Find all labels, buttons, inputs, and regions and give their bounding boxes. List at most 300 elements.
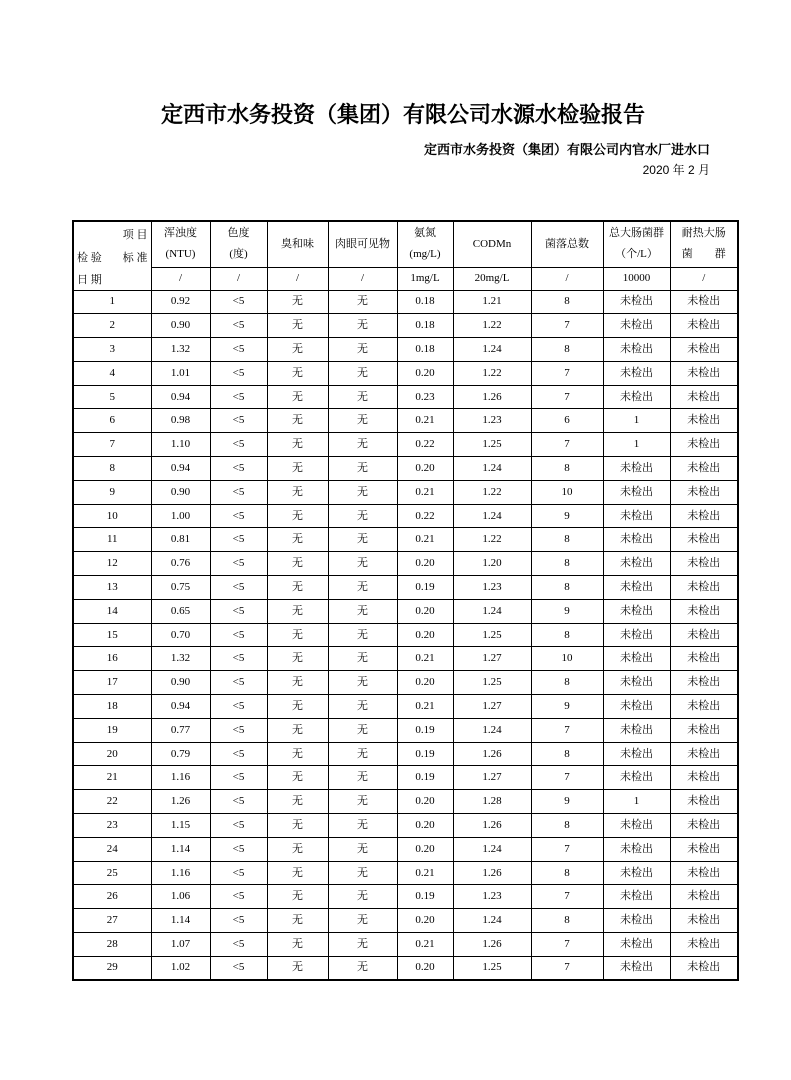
cell-visible-matter: 无 [328, 695, 397, 719]
cell-color: <5 [210, 409, 267, 433]
cell-day: 8 [73, 457, 151, 481]
cell-ammonia-nitrogen: 0.22 [397, 433, 453, 457]
cell-odor-taste: 无 [267, 861, 328, 885]
cell-turbidity: 1.32 [151, 647, 210, 671]
cell-ammonia-nitrogen: 0.21 [397, 528, 453, 552]
cell-day: 15 [73, 623, 151, 647]
cell-color: <5 [210, 671, 267, 695]
cell-turbidity: 1.00 [151, 504, 210, 528]
cell-thermotolerant-coliform: 未检出 [670, 742, 738, 766]
cell-visible-matter: 无 [328, 528, 397, 552]
cell-visible-matter: 无 [328, 314, 397, 338]
cell-colony-count: 7 [531, 433, 603, 457]
table-row [73, 623, 738, 647]
cell-codmn: 1.24 [453, 504, 531, 528]
cell-color: <5 [210, 314, 267, 338]
cell-color: <5 [210, 385, 267, 409]
cell-turbidity: 1.07 [151, 933, 210, 957]
cell-colony-count: 7 [531, 837, 603, 861]
cell-odor-taste: 无 [267, 338, 328, 362]
cell-codmn: 1.22 [453, 528, 531, 552]
column-header-line: 肉眼可见物 [335, 237, 390, 250]
cell-colony-count: 8 [531, 742, 603, 766]
cell-turbidity: 1.02 [151, 956, 210, 980]
cell-ammonia-nitrogen: 0.19 [397, 766, 453, 790]
table-row [73, 790, 738, 814]
cell-thermotolerant-coliform: 未检出 [670, 338, 738, 362]
table-row [73, 385, 738, 409]
table-row [73, 956, 738, 980]
cell-day: 23 [73, 814, 151, 838]
standard-row [73, 267, 738, 290]
cell-odor-taste: 无 [267, 361, 328, 385]
cell-colony-count: 9 [531, 790, 603, 814]
cell-codmn: 1.23 [453, 409, 531, 433]
cell-total-coliform: 未检出 [603, 885, 670, 909]
column-header-line: 菌 群 [681, 248, 726, 261]
cell-thermotolerant-coliform: 未检出 [670, 718, 738, 742]
cell-day: 3 [73, 338, 151, 362]
cell-visible-matter: 无 [328, 647, 397, 671]
cell-ammonia-nitrogen: 0.20 [397, 671, 453, 695]
column-header-line: (度) [229, 248, 248, 261]
cell-turbidity: 0.81 [151, 528, 210, 552]
cell-thermotolerant-coliform: 未检出 [670, 528, 738, 552]
cell-total-coliform: 未检出 [603, 718, 670, 742]
cell-turbidity: 1.10 [151, 433, 210, 457]
cell-day: 26 [73, 885, 151, 909]
cell-turbidity: 1.14 [151, 837, 210, 861]
cell-codmn: 1.24 [453, 338, 531, 362]
cell-turbidity: 1.16 [151, 766, 210, 790]
cell-color: <5 [210, 885, 267, 909]
cell-day: 22 [73, 790, 151, 814]
table-row [73, 409, 738, 433]
cell-day: 16 [73, 647, 151, 671]
cell-visible-matter: 无 [328, 385, 397, 409]
sampling-location: 定西市水务投资（集团）有限公司内官水厂进水口 [423, 142, 710, 157]
cell-day: 21 [73, 766, 151, 790]
cell-color: <5 [210, 504, 267, 528]
cell-odor-taste: 无 [267, 909, 328, 933]
cell-codmn: 1.24 [453, 837, 531, 861]
cell-colony-count: 6 [531, 409, 603, 433]
cell-visible-matter: 无 [328, 504, 397, 528]
cell-colony-count: 9 [531, 504, 603, 528]
cell-total-coliform: 未检出 [603, 956, 670, 980]
cell-codmn: 1.24 [453, 718, 531, 742]
cell-codmn: 1.20 [453, 552, 531, 576]
cell-ammonia-nitrogen: 0.20 [397, 814, 453, 838]
cell-turbidity: 0.92 [151, 290, 210, 314]
cell-odor-taste: 无 [267, 623, 328, 647]
standard-total-coliform: 10000 [603, 267, 670, 290]
corner-header-cell [73, 221, 151, 290]
water-quality-table [72, 220, 739, 981]
cell-visible-matter: 无 [328, 909, 397, 933]
cell-odor-taste: 无 [267, 885, 328, 909]
column-header-line: 浑浊度 [164, 227, 197, 240]
cell-color: <5 [210, 695, 267, 719]
column-header-line: 总大肠菌群 [609, 227, 664, 240]
cell-ammonia-nitrogen: 0.20 [397, 909, 453, 933]
cell-colony-count: 8 [531, 290, 603, 314]
cell-day: 20 [73, 742, 151, 766]
table-row [73, 909, 738, 933]
cell-thermotolerant-coliform: 未检出 [670, 790, 738, 814]
cell-visible-matter: 无 [328, 361, 397, 385]
cell-total-coliform: 1 [603, 790, 670, 814]
cell-ammonia-nitrogen: 0.18 [397, 338, 453, 362]
cell-turbidity: 1.01 [151, 361, 210, 385]
cell-color: <5 [210, 480, 267, 504]
cell-color: <5 [210, 290, 267, 314]
cell-odor-taste: 无 [267, 790, 328, 814]
cell-codmn: 1.28 [453, 790, 531, 814]
standard-visible-matter: / [328, 267, 397, 290]
cell-color: <5 [210, 790, 267, 814]
cell-total-coliform: 未检出 [603, 933, 670, 957]
cell-visible-matter: 无 [328, 790, 397, 814]
cell-turbidity: 0.70 [151, 623, 210, 647]
cell-day: 9 [73, 480, 151, 504]
cell-total-coliform: 未检出 [603, 742, 670, 766]
cell-colony-count: 7 [531, 766, 603, 790]
cell-thermotolerant-coliform: 未检出 [670, 576, 738, 600]
cell-total-coliform: 未检出 [603, 766, 670, 790]
cell-visible-matter: 无 [328, 956, 397, 980]
cell-colony-count: 8 [531, 814, 603, 838]
cell-total-coliform: 未检出 [603, 457, 670, 481]
cell-color: <5 [210, 361, 267, 385]
cell-total-coliform: 未检出 [603, 909, 670, 933]
cell-turbidity: 1.06 [151, 885, 210, 909]
cell-day: 17 [73, 671, 151, 695]
cell-ammonia-nitrogen: 0.23 [397, 385, 453, 409]
cell-turbidity: 0.90 [151, 314, 210, 338]
cell-colony-count: 7 [531, 956, 603, 980]
report-title: 定西市水务投资（集团）有限公司水源水检验报告 [160, 102, 645, 127]
column-header-line: 氨氮 [414, 227, 436, 240]
cell-day: 11 [73, 528, 151, 552]
cell-visible-matter: 无 [328, 671, 397, 695]
cell-day: 5 [73, 385, 151, 409]
cell-total-coliform: 未检出 [603, 385, 670, 409]
cell-codmn: 1.26 [453, 861, 531, 885]
cell-colony-count: 7 [531, 718, 603, 742]
cell-total-coliform: 未检出 [603, 814, 670, 838]
cell-turbidity: 0.98 [151, 409, 210, 433]
cell-turbidity: 1.32 [151, 338, 210, 362]
cell-ammonia-nitrogen: 0.20 [397, 552, 453, 576]
cell-codmn: 1.26 [453, 385, 531, 409]
cell-odor-taste: 无 [267, 814, 328, 838]
cell-odor-taste: 无 [267, 552, 328, 576]
cell-total-coliform: 未检出 [603, 671, 670, 695]
cell-day: 10 [73, 504, 151, 528]
cell-odor-taste: 无 [267, 314, 328, 338]
cell-thermotolerant-coliform: 未检出 [670, 671, 738, 695]
cell-day: 13 [73, 576, 151, 600]
cell-visible-matter: 无 [328, 933, 397, 957]
column-header-ammonia-nitrogen [397, 221, 453, 267]
cell-odor-taste: 无 [267, 742, 328, 766]
table-row [73, 718, 738, 742]
cell-codmn: 1.27 [453, 695, 531, 719]
cell-thermotolerant-coliform: 未检出 [670, 647, 738, 671]
cell-day: 14 [73, 599, 151, 623]
cell-visible-matter: 无 [328, 576, 397, 600]
cell-total-coliform: 未检出 [603, 623, 670, 647]
cell-odor-taste: 无 [267, 504, 328, 528]
cell-odor-taste: 无 [267, 480, 328, 504]
cell-codmn: 1.24 [453, 599, 531, 623]
column-header-color [210, 221, 267, 267]
corner-label-date: 日 期 [77, 274, 102, 286]
cell-day: 19 [73, 718, 151, 742]
cell-total-coliform: 未检出 [603, 290, 670, 314]
cell-thermotolerant-coliform: 未检出 [670, 695, 738, 719]
cell-color: <5 [210, 433, 267, 457]
cell-odor-taste: 无 [267, 933, 328, 957]
table-row [73, 766, 738, 790]
table-row [73, 742, 738, 766]
cell-visible-matter: 无 [328, 861, 397, 885]
cell-thermotolerant-coliform: 未检出 [670, 837, 738, 861]
table-body [73, 221, 738, 980]
cell-color: <5 [210, 933, 267, 957]
cell-thermotolerant-coliform: 未检出 [670, 409, 738, 433]
cell-visible-matter: 无 [328, 742, 397, 766]
cell-colony-count: 8 [531, 552, 603, 576]
cell-color: <5 [210, 766, 267, 790]
cell-odor-taste: 无 [267, 599, 328, 623]
cell-day: 1 [73, 290, 151, 314]
cell-visible-matter: 无 [328, 885, 397, 909]
table-row [73, 528, 738, 552]
cell-total-coliform: 未检出 [603, 647, 670, 671]
cell-colony-count: 8 [531, 576, 603, 600]
cell-ammonia-nitrogen: 0.21 [397, 933, 453, 957]
standard-ammonia-nitrogen: 1mg/L [397, 267, 453, 290]
cell-turbidity: 0.79 [151, 742, 210, 766]
cell-total-coliform: 未检出 [603, 599, 670, 623]
cell-total-coliform: 未检出 [603, 504, 670, 528]
table-row [73, 599, 738, 623]
cell-odor-taste: 无 [267, 433, 328, 457]
cell-turbidity: 0.90 [151, 671, 210, 695]
cell-ammonia-nitrogen: 0.20 [397, 457, 453, 481]
cell-visible-matter: 无 [328, 718, 397, 742]
cell-odor-taste: 无 [267, 695, 328, 719]
cell-color: <5 [210, 861, 267, 885]
cell-thermotolerant-coliform: 未检出 [670, 314, 738, 338]
cell-colony-count: 10 [531, 647, 603, 671]
cell-thermotolerant-coliform: 未检出 [670, 599, 738, 623]
cell-colony-count: 10 [531, 480, 603, 504]
cell-turbidity: 1.26 [151, 790, 210, 814]
cell-ammonia-nitrogen: 0.18 [397, 290, 453, 314]
cell-ammonia-nitrogen: 0.20 [397, 623, 453, 647]
cell-thermotolerant-coliform: 未检出 [670, 933, 738, 957]
cell-visible-matter: 无 [328, 599, 397, 623]
cell-colony-count: 9 [531, 599, 603, 623]
cell-visible-matter: 无 [328, 480, 397, 504]
table-row [73, 480, 738, 504]
cell-day: 12 [73, 552, 151, 576]
column-header-line: (mg/L) [409, 248, 441, 261]
cell-codmn: 1.25 [453, 956, 531, 980]
cell-odor-taste: 无 [267, 290, 328, 314]
cell-color: <5 [210, 528, 267, 552]
cell-turbidity: 0.94 [151, 695, 210, 719]
cell-total-coliform: 未检出 [603, 861, 670, 885]
table-row [73, 314, 738, 338]
cell-codmn: 1.26 [453, 933, 531, 957]
column-header-line: 耐热大肠 [681, 227, 726, 240]
cell-colony-count: 7 [531, 314, 603, 338]
cell-day: 2 [73, 314, 151, 338]
cell-day: 29 [73, 956, 151, 980]
cell-ammonia-nitrogen: 0.19 [397, 885, 453, 909]
cell-colony-count: 7 [531, 361, 603, 385]
column-header-visible-matter [328, 221, 397, 267]
cell-odor-taste: 无 [267, 837, 328, 861]
corner-label-test: 检 验 [77, 252, 102, 264]
cell-day: 6 [73, 409, 151, 433]
cell-thermotolerant-coliform: 未检出 [670, 385, 738, 409]
cell-odor-taste: 无 [267, 718, 328, 742]
cell-colony-count: 8 [531, 861, 603, 885]
cell-total-coliform: 未检出 [603, 695, 670, 719]
cell-day: 27 [73, 909, 151, 933]
column-header-codmn [453, 221, 531, 267]
cell-ammonia-nitrogen: 0.20 [397, 599, 453, 623]
cell-thermotolerant-coliform: 未检出 [670, 552, 738, 576]
cell-codmn: 1.27 [453, 766, 531, 790]
column-header-line: CODMn [472, 237, 512, 250]
cell-odor-taste: 无 [267, 528, 328, 552]
column-header-line: 色度 [227, 227, 250, 240]
cell-codmn: 1.21 [453, 290, 531, 314]
cell-codmn: 1.22 [453, 314, 531, 338]
cell-ammonia-nitrogen: 0.19 [397, 742, 453, 766]
table-row [73, 338, 738, 362]
cell-ammonia-nitrogen: 0.21 [397, 480, 453, 504]
cell-ammonia-nitrogen: 0.21 [397, 695, 453, 719]
cell-thermotolerant-coliform: 未检出 [670, 480, 738, 504]
cell-ammonia-nitrogen: 0.22 [397, 504, 453, 528]
table-row [73, 290, 738, 314]
cell-day: 24 [73, 837, 151, 861]
cell-colony-count: 8 [531, 623, 603, 647]
cell-odor-taste: 无 [267, 647, 328, 671]
table-row [73, 861, 738, 885]
cell-ammonia-nitrogen: 0.19 [397, 718, 453, 742]
cell-visible-matter: 无 [328, 409, 397, 433]
cell-odor-taste: 无 [267, 457, 328, 481]
cell-color: <5 [210, 623, 267, 647]
cell-thermotolerant-coliform: 未检出 [670, 814, 738, 838]
cell-color: <5 [210, 338, 267, 362]
cell-total-coliform: 未检出 [603, 314, 670, 338]
column-header-turbidity [151, 221, 210, 267]
cell-colony-count: 7 [531, 885, 603, 909]
cell-total-coliform: 未检出 [603, 837, 670, 861]
cell-turbidity: 0.77 [151, 718, 210, 742]
cell-day: 28 [73, 933, 151, 957]
cell-total-coliform: 未检出 [603, 361, 670, 385]
cell-codmn: 1.25 [453, 623, 531, 647]
cell-visible-matter: 无 [328, 457, 397, 481]
corner-label-standard: 标 准 [122, 252, 148, 264]
cell-codmn: 1.24 [453, 909, 531, 933]
cell-colony-count: 9 [531, 695, 603, 719]
column-header-line: 菌落总数 [545, 237, 589, 250]
table-row [73, 933, 738, 957]
cell-visible-matter: 无 [328, 433, 397, 457]
standard-turbidity: / [151, 267, 210, 290]
cell-color: <5 [210, 742, 267, 766]
cell-odor-taste: 无 [267, 385, 328, 409]
table-row [73, 671, 738, 695]
cell-thermotolerant-coliform: 未检出 [670, 457, 738, 481]
cell-color: <5 [210, 837, 267, 861]
cell-ammonia-nitrogen: 0.20 [397, 837, 453, 861]
cell-turbidity: 0.76 [151, 552, 210, 576]
column-header-line: 臭和味 [281, 237, 314, 250]
cell-thermotolerant-coliform: 未检出 [670, 290, 738, 314]
standard-colony-count: / [531, 267, 603, 290]
column-header-colony-count [531, 221, 603, 267]
cell-turbidity: 0.75 [151, 576, 210, 600]
cell-total-coliform: 未检出 [603, 576, 670, 600]
standard-odor-taste: / [267, 267, 328, 290]
cell-day: 18 [73, 695, 151, 719]
cell-ammonia-nitrogen: 0.20 [397, 790, 453, 814]
column-header-odor-taste [267, 221, 328, 267]
cell-color: <5 [210, 552, 267, 576]
cell-ammonia-nitrogen: 0.21 [397, 647, 453, 671]
table-row [73, 433, 738, 457]
cell-odor-taste: 无 [267, 956, 328, 980]
cell-thermotolerant-coliform: 未检出 [670, 909, 738, 933]
cell-color: <5 [210, 956, 267, 980]
cell-odor-taste: 无 [267, 409, 328, 433]
cell-visible-matter: 无 [328, 552, 397, 576]
standard-thermotolerant-coliform: / [670, 267, 738, 290]
cell-colony-count: 8 [531, 338, 603, 362]
cell-ammonia-nitrogen: 0.21 [397, 409, 453, 433]
cell-codmn: 1.25 [453, 671, 531, 695]
cell-ammonia-nitrogen: 0.21 [397, 861, 453, 885]
corner-label-item: 项 目 [122, 229, 148, 241]
cell-turbidity: 0.94 [151, 457, 210, 481]
table-row [73, 837, 738, 861]
cell-codmn: 1.24 [453, 457, 531, 481]
table-row [73, 695, 738, 719]
cell-colony-count: 8 [531, 671, 603, 695]
cell-day: 7 [73, 433, 151, 457]
cell-thermotolerant-coliform: 未检出 [670, 766, 738, 790]
cell-total-coliform: 1 [603, 409, 670, 433]
cell-color: <5 [210, 718, 267, 742]
cell-thermotolerant-coliform: 未检出 [670, 361, 738, 385]
cell-odor-taste: 无 [267, 576, 328, 600]
cell-codmn: 1.23 [453, 576, 531, 600]
table-row [73, 361, 738, 385]
cell-thermotolerant-coliform: 未检出 [670, 885, 738, 909]
